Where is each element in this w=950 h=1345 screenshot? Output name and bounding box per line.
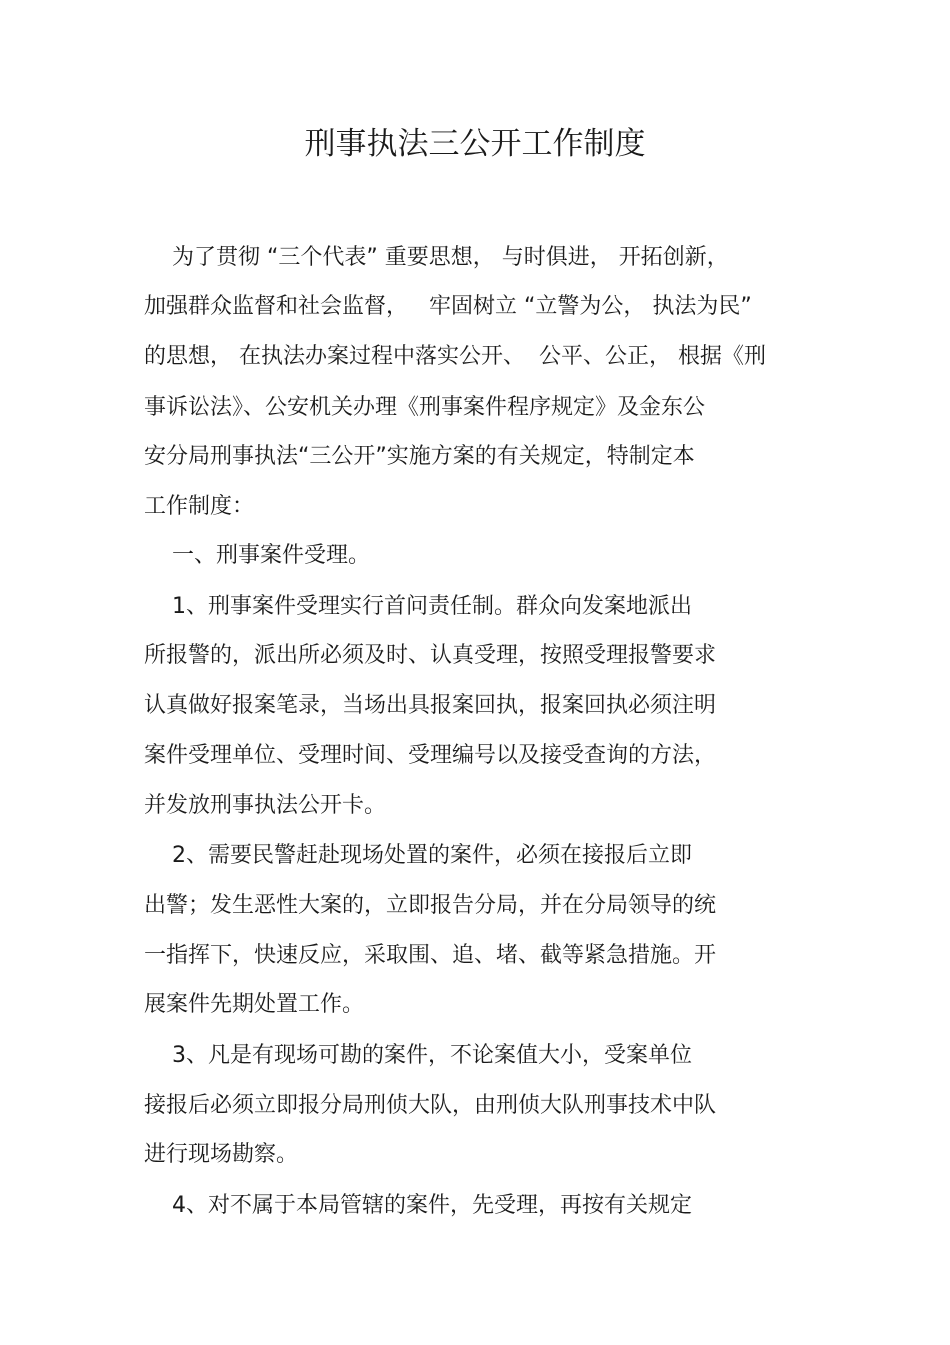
document-title: 刑事执法三公开工作制度 [304, 126, 646, 162]
body-line: 并发放刑事执法公开卡。 [144, 793, 387, 818]
body-line: 工作制度： [144, 494, 255, 519]
body-line: 接报后必须立即报分局刑侦大队，由刑侦大队刑事技术中队 [144, 1093, 717, 1118]
body-line: 进行现场勘察。 [144, 1142, 299, 1167]
body-line: 事诉讼法》、公安机关办理《刑事案件程序规定》及金东公 [144, 395, 706, 420]
body-line: 2、需要民警赶赴现场处置的案件，必须在接报后立即 [144, 843, 692, 868]
body-line: 一指挥下，快速反应，采取围、追、堵、截等紧急措施。开 [144, 943, 717, 968]
body-line: 安分局刑事执法“三公开”实施方案的有关规定，特制定本 [144, 444, 695, 469]
body-line: 加强群众监督和社会监督， 牢固树立 “立警为公， 执法为民” [144, 294, 752, 319]
body-line: 案件受理单位、受理时间、受理编号以及接受查询的方法， [144, 743, 717, 768]
body-line: 3、凡是有现场可勘的案件，不论案值大小，受案单位 [144, 1043, 692, 1068]
body-line: 的思想， 在执法办案过程中落实公开、 公平、公正， 根据《刑 [144, 344, 766, 369]
body-line: 认真做好报案笔录，当场出具报案回执，报案回执必须注明 [144, 693, 717, 718]
body-line: 为了贯彻 “三个代表” 重要思想， 与时俱进， 开拓创新， [144, 245, 729, 270]
body-line: 出警；发生恶性大案的，立即报告分局，并在分局领导的统 [144, 893, 717, 918]
body-line: 展案件先期处置工作。 [144, 992, 365, 1017]
body-line: 1、刑事案件受理实行首问责任制。群众向发案地派出 [144, 594, 692, 619]
body-line: 4、对不属于本局管辖的案件，先受理，再按有关规定 [144, 1193, 692, 1218]
body-line: 所报警的，派出所必须及时、认真受理，按照受理报警要求 [144, 643, 717, 668]
section-heading: 一、刑事案件受理。 [144, 543, 370, 568]
